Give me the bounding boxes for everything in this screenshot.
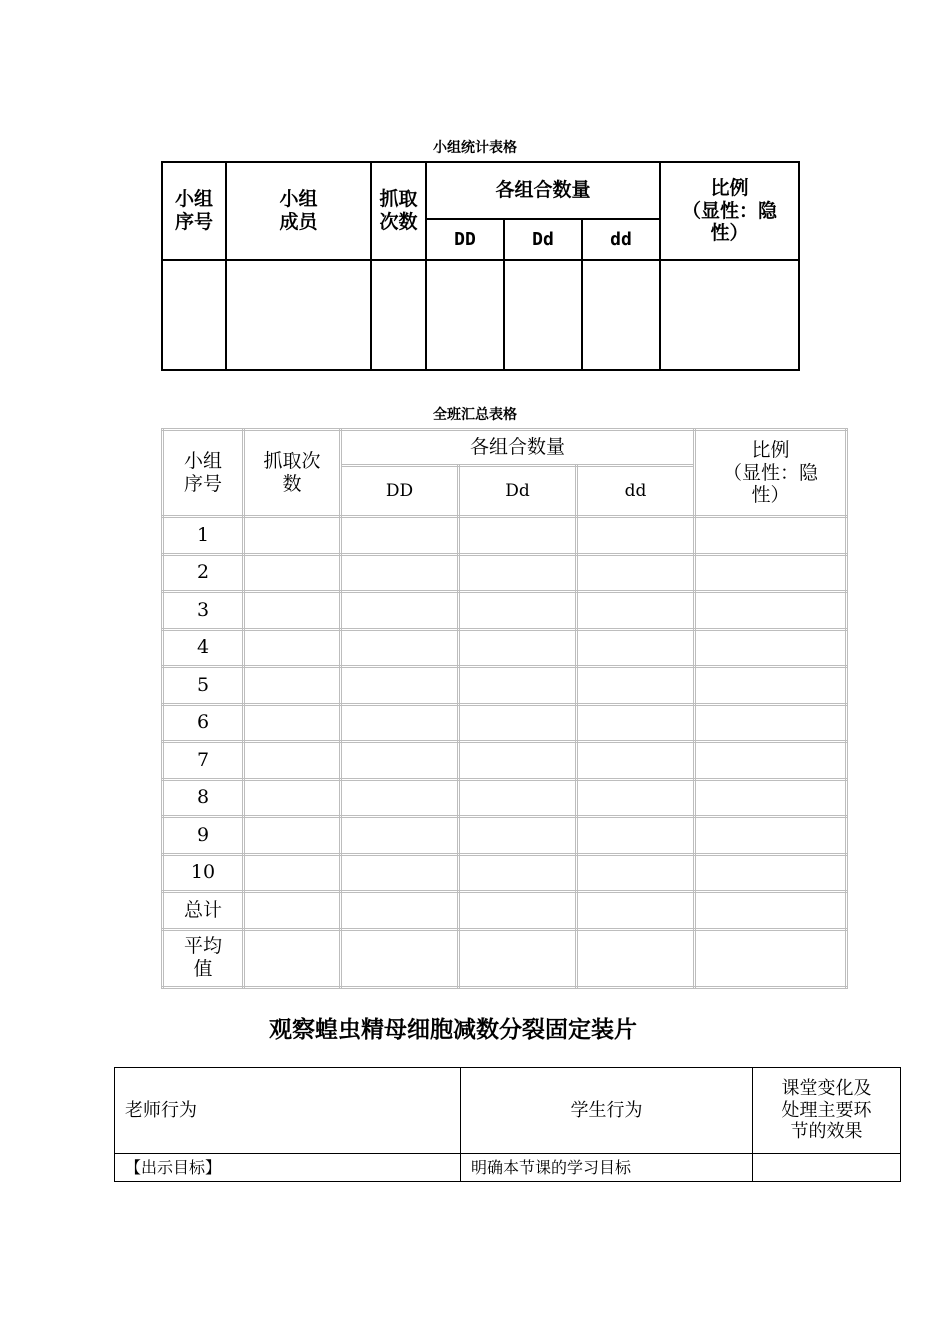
cell-empty — [341, 704, 459, 742]
cell-empty — [341, 817, 459, 855]
table-row — [163, 629, 847, 667]
header-Dd: Dd — [459, 466, 577, 517]
header-ratio: 比例 （显性：隐 性） — [660, 162, 799, 260]
header-draw-count: 抓取次 数 — [244, 430, 341, 517]
cell-empty — [244, 929, 341, 987]
cell-empty — [504, 260, 582, 370]
table-row — [163, 704, 847, 742]
cell-empty — [459, 704, 577, 742]
cell-empty — [695, 892, 847, 930]
table-row — [163, 517, 847, 555]
header-teacher-behavior: 老师行为 — [115, 1068, 461, 1154]
header-ratio: 比例 （显性：隐 性） — [695, 430, 847, 517]
header-student-behavior: 学生行为 — [461, 1068, 753, 1154]
cell-empty — [459, 817, 577, 855]
cell-empty — [695, 667, 847, 705]
effect-cell — [753, 1154, 901, 1182]
header-DD: DD — [426, 219, 504, 260]
cell-empty — [341, 517, 459, 555]
cell-empty — [244, 779, 341, 817]
lesson-plan-table — [114, 1067, 901, 1182]
cell-empty — [577, 517, 695, 555]
header-dd: dd — [577, 466, 695, 517]
row-label: 10 — [163, 854, 244, 892]
row-label: 7 — [163, 742, 244, 780]
header-DD: DD — [341, 466, 459, 517]
header-classroom-effect: 课堂变化及 处理主要环 节的效果 — [753, 1068, 901, 1154]
group-statistics-table — [161, 161, 800, 371]
row-label: 3 — [163, 592, 244, 630]
cell-empty — [226, 260, 371, 370]
cell-empty — [577, 667, 695, 705]
group-table-caption: 小组统计表格 — [433, 140, 517, 156]
row-label: 8 — [163, 779, 244, 817]
cell-empty — [244, 592, 341, 630]
cell-empty — [459, 929, 577, 987]
cell-empty — [341, 629, 459, 667]
cell-empty — [244, 629, 341, 667]
cell-empty — [244, 667, 341, 705]
cell-empty — [695, 704, 847, 742]
header-members: 小组 成员 — [226, 162, 371, 260]
cell-empty — [244, 704, 341, 742]
table-row — [163, 667, 847, 705]
cell-empty — [660, 260, 799, 370]
header-draw-count: 抓取 次数 — [371, 162, 426, 260]
cell-empty — [244, 742, 341, 780]
cell-empty — [341, 742, 459, 780]
cell-empty — [695, 817, 847, 855]
header-Dd: Dd — [504, 219, 582, 260]
header-group-number: 小组 序号 — [163, 430, 244, 517]
row-label-average: 平均 值 — [163, 929, 244, 987]
cell-empty — [695, 517, 847, 555]
cell-empty — [459, 854, 577, 892]
cell-empty — [577, 554, 695, 592]
section-title: 观察蝗虫精母细胞减数分裂固定装片 — [269, 1017, 637, 1043]
cell-empty — [695, 629, 847, 667]
cell-empty — [577, 592, 695, 630]
row-label: 6 — [163, 704, 244, 742]
cell-empty — [459, 592, 577, 630]
cell-empty — [577, 779, 695, 817]
row-label: 总计 — [163, 892, 244, 930]
cell-empty — [695, 929, 847, 987]
table-row — [163, 892, 847, 930]
teacher-action: 【出示目标】 — [115, 1154, 461, 1182]
cell-empty — [695, 742, 847, 780]
cell-empty — [459, 742, 577, 780]
cell-empty — [582, 260, 660, 370]
header-combination-counts: 各组合数量 — [341, 430, 695, 466]
cell-empty — [459, 517, 577, 555]
table-row — [163, 854, 847, 892]
cell-empty — [244, 892, 341, 930]
cell-empty — [244, 817, 341, 855]
table-row — [163, 779, 847, 817]
cell-empty — [695, 592, 847, 630]
cell-empty — [341, 929, 459, 987]
cell-empty — [577, 742, 695, 780]
cell-empty — [341, 854, 459, 892]
cell-empty — [341, 667, 459, 705]
cell-empty — [341, 592, 459, 630]
cell-empty — [459, 554, 577, 592]
cell-empty — [577, 892, 695, 930]
cell-empty — [577, 704, 695, 742]
cell-empty — [244, 554, 341, 592]
cell-empty — [695, 554, 847, 592]
cell-empty — [244, 517, 341, 555]
cell-empty — [244, 854, 341, 892]
row-label: 1 — [163, 517, 244, 555]
cell-empty — [577, 854, 695, 892]
table-row — [163, 554, 847, 592]
cell-empty — [577, 929, 695, 987]
student-action: 明确本节课的学习目标 — [461, 1154, 753, 1182]
class-summary-table — [161, 428, 848, 989]
table-row — [163, 742, 847, 780]
cell-empty — [341, 554, 459, 592]
cell-empty — [341, 779, 459, 817]
table-row — [163, 592, 847, 630]
row-label: 4 — [163, 629, 244, 667]
cell-empty — [459, 667, 577, 705]
row-label: 5 — [163, 667, 244, 705]
table-row — [163, 817, 847, 855]
header-combination-counts: 各组合数量 — [426, 162, 660, 219]
header-group-number: 小组 序号 — [162, 162, 226, 260]
cell-empty — [459, 892, 577, 930]
cell-empty — [459, 779, 577, 817]
class-table-caption: 全班汇总表格 — [433, 407, 517, 423]
header-dd: dd — [582, 219, 660, 260]
row-label: 2 — [163, 554, 244, 592]
cell-empty — [426, 260, 504, 370]
cell-empty — [695, 854, 847, 892]
cell-empty — [162, 260, 226, 370]
cell-empty — [695, 779, 847, 817]
cell-empty — [577, 629, 695, 667]
row-label: 9 — [163, 817, 244, 855]
cell-empty — [577, 817, 695, 855]
cell-empty — [371, 260, 426, 370]
cell-empty — [459, 629, 577, 667]
cell-empty — [341, 892, 459, 930]
